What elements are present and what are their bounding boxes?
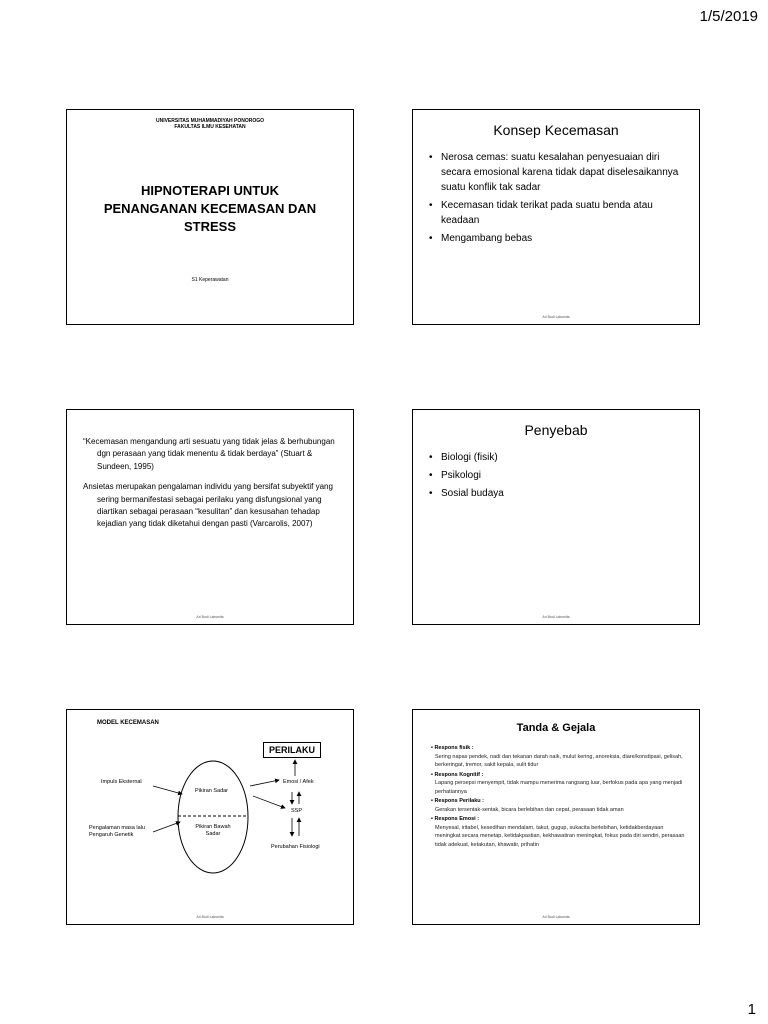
slide-penyebab <box>412 409 700 625</box>
slide-footer: Ari Budi Laksmita <box>196 615 224 619</box>
label-pikiran-sadar: Pikiran Sadar <box>195 788 229 794</box>
symptom-head: • Respons fisik : <box>431 745 474 751</box>
symptom-text: Gerakan tersentak-sentak, bicara berlebihan dan cepat, perasaan tidak aman <box>435 806 624 813</box>
bullet-item: • Sosial budaya <box>429 486 681 501</box>
arrow-pengalaman <box>153 822 180 832</box>
label-impuls: Impuls Eksternal <box>101 779 142 785</box>
diagram-title: MODEL KECEMASAN <box>97 720 159 726</box>
program-name: S1 Keperawatan <box>191 276 229 283</box>
bullet-item: • Kecemasan tidak terikat pada suatu benda atau keadaan <box>429 198 681 228</box>
symptom-text: Sering napas pendek, nadi dan tekanan darah naik, mulut kering, anoreksia, diare/konstipasi, gelisah, berkeringat, tremor, sakit kepala, sulit tidur <box>435 753 683 769</box>
title-line-2: PENANGANAN KECEMASAN DAN <box>103 201 317 217</box>
symptom-list <box>431 744 687 849</box>
slide-footer: Ari Budi Laksmita <box>196 915 224 919</box>
perilaku-box: PERILAKU <box>263 742 321 758</box>
title-line-1: HIPNOTERAPI UNTUK <box>141 183 279 198</box>
presentation-title <box>67 182 353 237</box>
bullet-item: • Psikologi <box>429 468 681 483</box>
symptom-item <box>431 744 687 770</box>
mind-ellipse <box>178 761 248 873</box>
bullet-item: • Biologi (fisik) <box>429 450 681 465</box>
bullet-item: • Nerosa cemas: suatu kesalahan penyesuaian diri secara emosional karena tidak dapat diselesaikannya suatu konflik tak sadar <box>429 150 681 195</box>
slide-footer: Ari Budi Laksmita <box>542 615 570 619</box>
page-date: 1/5/2019 <box>699 8 758 25</box>
symptom-text: Menyesal, iritabel, kesedihan mendalam, takut, gugup, sukacita berlebihan, ketidakberdayaan meningkat secara menetap, ketidakpastian, kekhawatiran meningkat, fokus pada diri sendiri, perasaan tidak adekuat, ketakutan, khawatir, prihatin <box>435 824 685 848</box>
symptom-item <box>431 797 687 814</box>
slide-konsep-kecemasan <box>412 109 700 325</box>
slide-title: Tanda & Gejala <box>516 722 596 734</box>
slide-footer: Ari Budi Laksmita <box>542 315 570 319</box>
faculty-name: FAKULTAS ILMU KESEHATAN <box>174 124 246 130</box>
label-pikiran-bawah-line2: Sadar <box>205 831 221 838</box>
symptom-text: Lapang persepsi menyempit, tidak mampu menerima rangsang luar, berfokus pada apa yang menjadi perhatiannya <box>435 780 683 795</box>
arrow-impuls <box>153 786 182 794</box>
slide-title: Konsep Kecemasan <box>493 122 619 138</box>
label-ssp: SSP <box>291 808 303 814</box>
label-perubahan-fisiologi: Perubahan Fisiologi <box>271 844 320 850</box>
symptom-item <box>431 771 687 797</box>
label-pengalaman <box>89 825 145 839</box>
slide-definisi <box>66 409 354 625</box>
bullet-item: • Mengambang bebas <box>429 231 681 246</box>
symptom-item <box>431 815 687 849</box>
symptom-head: • Respons Kognitif : <box>431 771 484 778</box>
bullet-list <box>413 450 699 501</box>
label-pikiran-bawah-sadar <box>189 824 237 838</box>
slide-tanda-gejala <box>412 709 700 925</box>
title-line-3: STRESS <box>183 219 236 235</box>
slide-footer: Ari Budi Laksmita <box>542 915 570 919</box>
definition-ansietas: Ansietas merupakan pengalaman individu yang bersifat subyektif yang sering bermanifestasi sebagai perilaku yang disfungsional yang diartikan sebagai perasaan “kesulitan” dan kesusahan tehadap kejadian yang tidak diketahui dengan pasti (Varcarolis, 2007) <box>83 482 333 529</box>
arrow-ssp <box>253 796 285 808</box>
slide-title-page <box>66 109 354 325</box>
bullet-list <box>413 150 699 246</box>
symptom-head: • Respons Emosi : <box>431 816 480 823</box>
arrow-emosi <box>250 780 279 786</box>
slide-title: Penyebab <box>524 422 588 438</box>
label-pengalaman-line1: Pengalaman masa lalu <box>89 825 145 831</box>
page-number: 1 <box>747 1001 756 1018</box>
symptom-head: • Respons Perilaku : <box>431 798 484 805</box>
label-pikiran-bawah-line1: Pikiran Bawah <box>195 824 231 830</box>
label-emosi: Emosi / Afek <box>283 779 314 785</box>
definition-quote: “Kecemasan mengandung arti sesuatu yang tidak jelas & berhubungan dgn perasaan yang tidak menentu & tidak berdaya” (Stuart & Sundeen, 1995) <box>83 437 335 471</box>
institution-name: UNIVERSITAS MUHAMMADIYAH PONOROGO <box>155 118 265 124</box>
slide-model-kecemasan <box>66 709 354 925</box>
label-pengalaman-line2: Pengaruh Genetik <box>89 832 134 839</box>
